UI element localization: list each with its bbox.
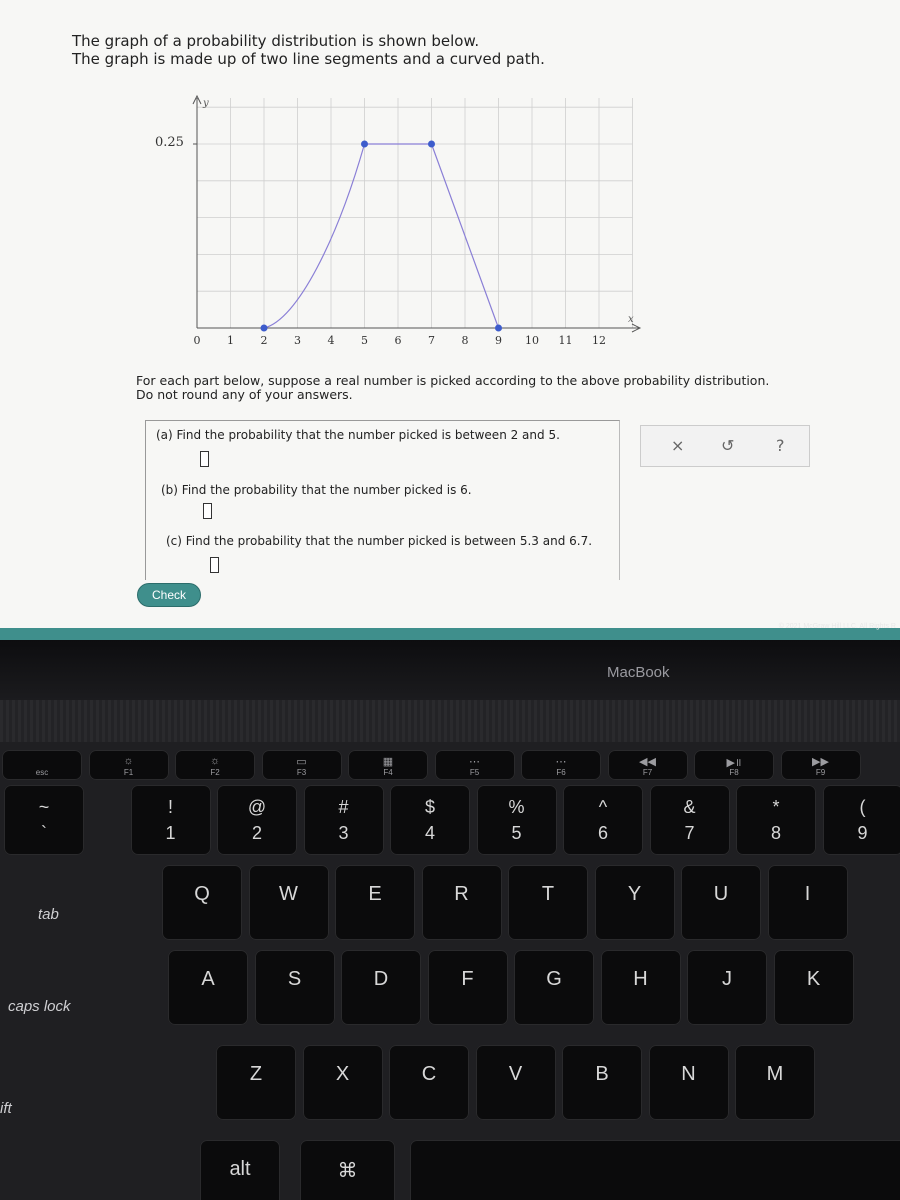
key-symbol: ◀◀ bbox=[639, 756, 656, 768]
key-label: F9 bbox=[815, 768, 826, 777]
x-tick-label: 5 bbox=[361, 334, 368, 347]
x-tick-labels bbox=[194, 334, 607, 347]
help-icon[interactable]: ? bbox=[776, 436, 785, 455]
key-label: S bbox=[287, 968, 302, 990]
key-symbol: ^ bbox=[598, 797, 608, 817]
answer-b-input[interactable] bbox=[203, 503, 212, 519]
footer-bar bbox=[0, 628, 900, 640]
letter-key-h[interactable] bbox=[601, 950, 681, 1025]
letter-key-m[interactable] bbox=[735, 1045, 815, 1120]
key-label: Q bbox=[194, 883, 210, 905]
key-label: T bbox=[541, 883, 555, 905]
key-label: alt bbox=[229, 1158, 251, 1180]
copyright-text: © 2021 McGraw Hill LLC. All Rights R bbox=[778, 623, 896, 630]
function-key[interactable] bbox=[175, 750, 255, 780]
letter-key-r[interactable] bbox=[422, 865, 502, 940]
x-tick-label: 3 bbox=[294, 334, 301, 347]
key-symbol: ☼ bbox=[123, 755, 134, 767]
key-label: F8 bbox=[729, 768, 739, 777]
key-label: 7 bbox=[684, 823, 695, 843]
key-label: 9 bbox=[857, 823, 868, 843]
curve-path bbox=[264, 144, 499, 328]
part-c-question: (c) Find the probability that the number picked is between 5.3 and 6.7. bbox=[166, 534, 593, 548]
space-bar[interactable] bbox=[410, 1140, 900, 1200]
letter-key-k[interactable] bbox=[774, 950, 854, 1025]
number-key[interactable] bbox=[390, 785, 470, 855]
key-symbol: # bbox=[338, 797, 349, 817]
key-label: Y bbox=[627, 883, 642, 905]
tab-key-label[interactable]: tab bbox=[38, 906, 59, 923]
letter-key-n[interactable] bbox=[649, 1045, 729, 1120]
function-key[interactable] bbox=[781, 750, 861, 780]
distribution-curve bbox=[261, 141, 503, 332]
key-label: F3 bbox=[296, 768, 307, 777]
x-tick-label: 10 bbox=[525, 334, 539, 347]
key-label: U bbox=[713, 883, 729, 905]
key-label: R bbox=[454, 883, 469, 905]
problem-intro bbox=[72, 32, 545, 68]
instructions bbox=[136, 374, 769, 402]
key-label: F2 bbox=[210, 768, 220, 777]
function-key[interactable] bbox=[608, 750, 688, 780]
key-label: Z bbox=[249, 1063, 263, 1085]
laptop-hinge bbox=[0, 700, 900, 742]
key-label: 4 bbox=[424, 823, 435, 843]
letter-key-g[interactable] bbox=[514, 950, 594, 1025]
letter-key-d[interactable] bbox=[341, 950, 421, 1025]
function-key[interactable] bbox=[435, 750, 515, 780]
number-key[interactable] bbox=[823, 785, 900, 855]
key-label: B bbox=[595, 1063, 609, 1085]
key-label: 5 bbox=[511, 823, 522, 843]
key-label: C bbox=[421, 1063, 437, 1085]
letter-key-s[interactable] bbox=[255, 950, 335, 1025]
key-symbol: * bbox=[772, 797, 780, 817]
x-tick-label: 12 bbox=[592, 334, 606, 347]
key-label: ⌘ bbox=[337, 1160, 358, 1182]
graph-grid bbox=[193, 98, 633, 328]
key-symbol: ☼ bbox=[209, 755, 221, 767]
key-label: ` bbox=[41, 823, 47, 843]
key-symbol: @ bbox=[247, 797, 267, 817]
number-key[interactable] bbox=[736, 785, 816, 855]
laptop-bezel bbox=[0, 640, 900, 700]
x-tick-label: 8 bbox=[461, 334, 469, 347]
macbook-logo-text: MacBook bbox=[607, 664, 670, 681]
key-label: F7 bbox=[642, 768, 653, 777]
letter-key-u[interactable] bbox=[681, 865, 761, 940]
key-label: H bbox=[633, 968, 648, 990]
key-label: G bbox=[546, 968, 562, 990]
x-tick-label: 2 bbox=[260, 334, 268, 347]
key-label: 6 bbox=[597, 823, 608, 843]
letter-key-j[interactable] bbox=[687, 950, 767, 1025]
check-button[interactable]: Check bbox=[137, 583, 201, 607]
y-axis-label: y bbox=[203, 98, 209, 109]
letter-key-w[interactable] bbox=[249, 865, 329, 940]
alt-key[interactable] bbox=[200, 1140, 280, 1200]
key-label: M bbox=[766, 1063, 784, 1085]
key-label: 1 bbox=[165, 823, 176, 843]
shift-key-label[interactable]: ift bbox=[0, 1100, 12, 1117]
undo-icon[interactable]: ↺ bbox=[721, 436, 735, 455]
part-a-question: (a) Find the probability that the number picked is between 2 and 5. bbox=[156, 428, 560, 442]
key-label: 2 bbox=[251, 823, 262, 843]
part-b-question: (b) Find the probability that the number picked is 6. bbox=[161, 483, 472, 497]
probability-distribution-graph bbox=[140, 88, 660, 353]
key-label: E bbox=[368, 883, 382, 905]
number-key[interactable] bbox=[131, 785, 211, 855]
command-key[interactable] bbox=[300, 1140, 395, 1200]
key-label: 3 bbox=[338, 823, 349, 843]
key-label: F5 bbox=[469, 768, 480, 777]
key-label: I bbox=[804, 883, 811, 905]
intro-line-1: The graph of a probability distribution is shown below. bbox=[72, 32, 480, 50]
curve-endpoint bbox=[495, 325, 502, 332]
curve-endpoint bbox=[428, 141, 435, 148]
letter-key-a[interactable] bbox=[168, 950, 248, 1025]
function-key[interactable] bbox=[348, 750, 428, 780]
key-label: J bbox=[722, 968, 732, 990]
key-label: A bbox=[201, 968, 215, 990]
letter-key-c[interactable] bbox=[389, 1045, 469, 1120]
number-key[interactable] bbox=[477, 785, 557, 855]
key-symbol: ▦ bbox=[382, 756, 394, 768]
x-tick-label: 9 bbox=[495, 334, 502, 347]
key-label: F4 bbox=[383, 768, 393, 777]
key-symbol: ⋯ bbox=[555, 756, 567, 768]
x-tick-label: 11 bbox=[558, 334, 573, 347]
key-symbol: ⋯ bbox=[469, 756, 480, 768]
letter-key-f[interactable] bbox=[428, 950, 508, 1025]
key-label: esc bbox=[35, 768, 49, 777]
key-symbol: ! bbox=[167, 797, 173, 817]
key-symbol: & bbox=[683, 797, 696, 817]
key-label: X bbox=[335, 1063, 350, 1085]
x-tick-label: 6 bbox=[394, 334, 402, 347]
key-label: F bbox=[461, 968, 474, 990]
function-key[interactable] bbox=[262, 750, 342, 780]
key-label: K bbox=[806, 968, 821, 990]
answer-c-input[interactable] bbox=[210, 557, 219, 573]
letter-key-t[interactable] bbox=[508, 865, 588, 940]
number-key[interactable] bbox=[563, 785, 643, 855]
answer-a-input[interactable] bbox=[200, 451, 209, 467]
key-symbol: ▶▶ bbox=[812, 756, 829, 768]
key-label: F1 bbox=[123, 768, 134, 777]
key-label: N bbox=[681, 1063, 696, 1085]
curve-endpoint bbox=[361, 141, 368, 148]
letter-key-q[interactable] bbox=[162, 865, 242, 940]
caps-lock-key-label[interactable]: caps lock bbox=[8, 998, 71, 1015]
function-key[interactable] bbox=[2, 750, 82, 780]
instructions-line-1: For each part below, suppose a real number is picked according to the above probability distribution. bbox=[136, 373, 770, 388]
key-symbol: ~ bbox=[38, 797, 50, 817]
y-tick-label: 0.25 bbox=[155, 135, 184, 150]
instructions-line-2: Do not round any of your answers. bbox=[136, 387, 353, 402]
key-symbol: % bbox=[508, 797, 525, 817]
function-key[interactable] bbox=[694, 750, 774, 780]
key-label: D bbox=[373, 968, 389, 990]
key-label: V bbox=[508, 1063, 523, 1085]
clear-icon[interactable]: × bbox=[671, 436, 685, 455]
key-symbol: ▭ bbox=[296, 756, 307, 768]
question-panel bbox=[145, 420, 620, 580]
letter-key-z[interactable] bbox=[216, 1045, 296, 1120]
letter-key-i[interactable] bbox=[768, 865, 848, 940]
x-axis-label: x bbox=[628, 314, 634, 325]
letter-key-b[interactable] bbox=[562, 1045, 642, 1120]
letter-key-e[interactable] bbox=[335, 865, 415, 940]
key-symbol: ▶॥ bbox=[726, 757, 742, 769]
number-key[interactable] bbox=[217, 785, 297, 855]
number-key[interactable] bbox=[304, 785, 384, 855]
x-tick-label: 0 bbox=[193, 334, 201, 347]
key-symbol: $ bbox=[424, 797, 435, 817]
letter-key-y[interactable] bbox=[595, 865, 675, 940]
graph-axes bbox=[155, 96, 640, 332]
function-key[interactable] bbox=[521, 750, 601, 780]
answer-tools bbox=[640, 425, 810, 467]
letter-key-v[interactable] bbox=[476, 1045, 556, 1120]
number-key[interactable] bbox=[4, 785, 84, 855]
key-label: W bbox=[279, 883, 298, 905]
intro-line-2: The graph is made up of two line segments and a curved path. bbox=[72, 50, 545, 68]
x-tick-label: 4 bbox=[327, 334, 335, 347]
key-label: F6 bbox=[556, 768, 566, 777]
key-symbol: ( bbox=[859, 797, 866, 817]
function-key[interactable] bbox=[89, 750, 169, 780]
x-tick-label: 7 bbox=[428, 334, 435, 347]
key-label: 8 bbox=[770, 823, 781, 843]
curve-endpoint bbox=[261, 325, 268, 332]
letter-key-x[interactable] bbox=[303, 1045, 383, 1120]
x-tick-label: 1 bbox=[227, 334, 234, 347]
number-key[interactable] bbox=[650, 785, 730, 855]
